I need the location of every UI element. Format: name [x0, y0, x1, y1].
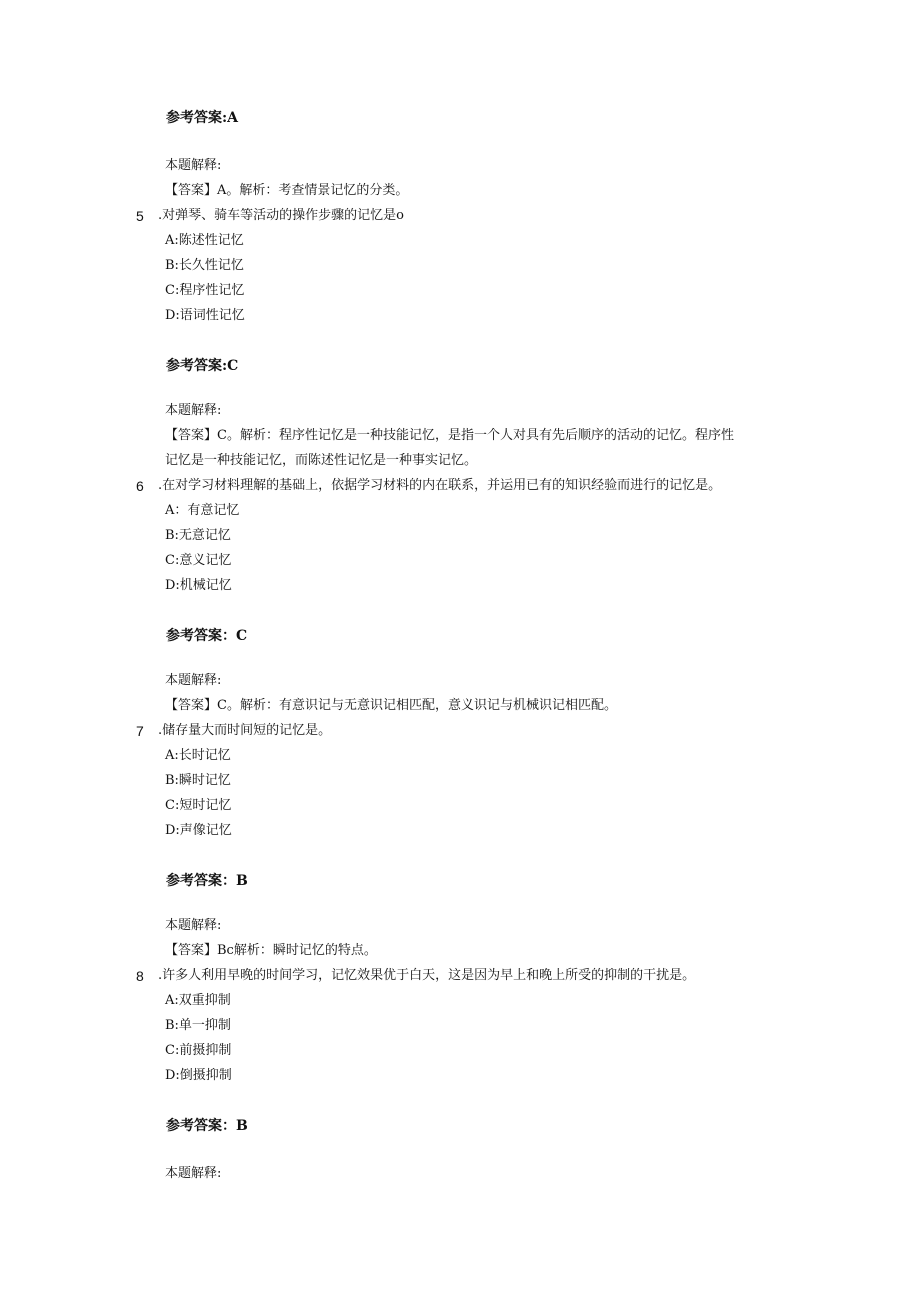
option-c: C:前摄抑制: [165, 1043, 232, 1058]
option-c: C:程序性记忆: [165, 283, 245, 298]
option-a: A:陈述性记忆: [165, 233, 244, 248]
question-text: .对弹琴、骑车等活动的操作步骤的记忆是o: [158, 208, 404, 223]
explanation-label: 本题解释:: [165, 1166, 222, 1181]
option-a: A:长时记忆: [165, 748, 231, 763]
option-d: D:声像记忆: [165, 823, 232, 838]
explanation-label: 本题解释:: [165, 918, 222, 933]
explanation-label: 本题解释:: [165, 403, 222, 418]
reference-answer: 参考答案:C: [166, 358, 239, 374]
option-b: B:瞬时记忆: [165, 773, 231, 788]
question-text: .在对学习材料理解的基础上，依据学习材料的内在联系，并运用已有的知识经验而进行的记忆是。: [158, 478, 722, 493]
explanation-text: 【答案】Bc解析：瞬时记忆的特点。: [165, 943, 377, 958]
option-a: A:双重抑制: [165, 993, 231, 1008]
reference-answer: 参考答案：B: [166, 873, 248, 889]
explanation-text: 【答案】A。解析：考查情景记忆的分类。: [165, 183, 409, 198]
option-d: D:倒摄抑制: [165, 1068, 232, 1083]
explanation-label: 本题解释:: [165, 673, 222, 688]
reference-answer: 参考答案:A: [166, 110, 239, 126]
option-d: D:语词性记忆: [165, 308, 245, 323]
reference-answer: 参考答案：B: [166, 1118, 248, 1134]
question-text: .储存量大而时间短的记忆是。: [158, 723, 332, 738]
option-c: C:意义记忆: [165, 553, 232, 568]
question-text: .许多人利用早晚的时间学习，记忆效果优于白天，这是因为早上和晚上所受的抑制的干扰是。: [158, 968, 696, 983]
option-b: B:长久性记忆: [165, 258, 244, 273]
question-number: 6: [136, 478, 144, 494]
explanation-text: 【答案】C。解析：有意识记与无意识记相匹配，意义识记与机械识记相匹配。: [165, 698, 617, 713]
question-number: 5: [136, 208, 144, 224]
option-b: B:无意记忆: [165, 528, 231, 543]
question-number: 8: [136, 968, 144, 984]
explanation-label: 本题解释:: [165, 158, 222, 173]
explanation-text-line-2: 记忆是一种技能记忆，而陈述性记忆是一种事实记忆。: [165, 453, 478, 468]
explanation-text-line-1: 【答案】C。解析：程序性记忆是一种技能记忆，是指一个人对具有先后顺序的活动的记忆。程序性: [165, 428, 734, 443]
option-a: A：有意记忆: [165, 503, 240, 518]
option-d: D:机械记忆: [165, 578, 232, 593]
option-c: C:短时记忆: [165, 798, 232, 813]
reference-answer: 参考答案：C: [166, 628, 248, 644]
question-number: 7: [136, 723, 144, 739]
option-b: B:单一抑制: [165, 1018, 231, 1033]
